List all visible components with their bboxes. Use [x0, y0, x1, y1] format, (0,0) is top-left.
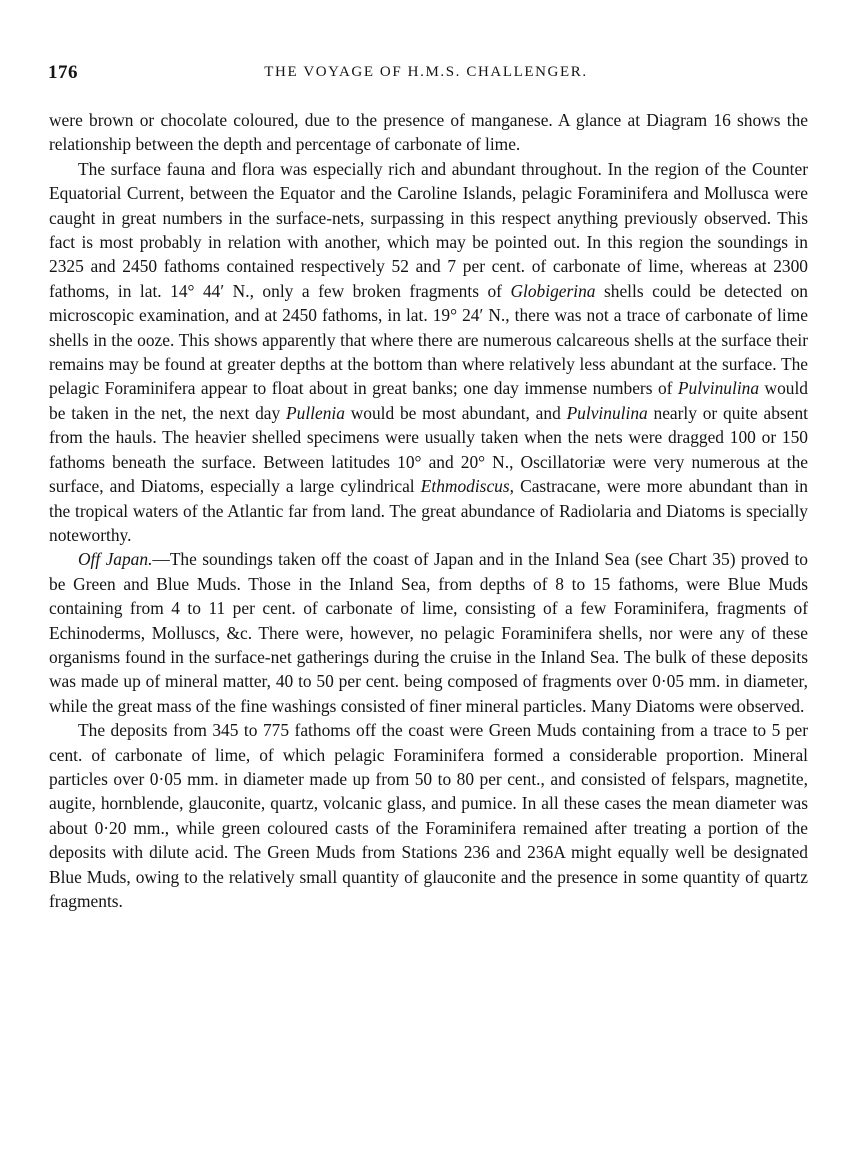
- page-header: [48, 62, 804, 86]
- running-head: THE VOYAGE OF H.M.S. CHALLENGER.: [264, 64, 588, 80]
- genus-name: Pullenia: [286, 402, 345, 423]
- paragraph-off-japan: [49, 547, 808, 718]
- paragraph-surface-fauna: [49, 157, 808, 548]
- section-heading-off-japan: Off Japan.: [78, 549, 153, 570]
- paragraph-green-muds: The deposits from 345 to 775 fathoms off the coast were Green Muds containing from a trace to 5 per cent. of carbonate of lime, of which pelagic Foraminifera formed a considerable proportion. Mineral particles over 0·05 mm. in diameter made up from 50 to 80 per cent., and consisted of felspars, magnetite, augite, hornblende, glauconite, quartz, volcanic glass, and pumice. In all these cases the mean diameter was about 0·20 mm., while green coloured casts of the Foraminifera remained after treating a portion of the deposits with dilute acid. The Green Muds from Stations 236 and 236A might equally well be designated Blue Muds, owing to the relatively small quantity of glauconite and the presence in some quantity of quartz fragments.: [49, 720, 808, 911]
- genus-name: Pulvinulina: [677, 378, 760, 399]
- genus-name: Ethmodiscus: [420, 476, 510, 497]
- genus-name: Pulvinulina: [566, 402, 648, 423]
- text-run: —The soundings taken off the coast of Japan and in the Inland Sea (see Chart 35) proved to be Green and Blue Muds. Those in the Inland Sea, from depths of 8 to 15 fathoms, were Blue Muds containing from 4 to 11 per cent. of carbonate of lime, consisting of a few Foraminifera, fragments of Echinoderms, Molluscs, &c. There were, however, no pelagic Foraminifera shells, nor were any of these organisms found in the surface-net gatherings during the cruise in the Inland Sea. The bulk of these deposits was made up of mineral matter, 40 to 50 per cent. being composed of fragments over 0·05 mm. in diameter, while the great mass of the fine washings consisted of finer mineral particles. Many Diatoms were observed.: [49, 549, 808, 716]
- page-number: 176: [48, 62, 78, 83]
- paragraph-continued: were brown or chocolate coloured, due to the presence of manganese. A glance at Diagram 16 shows the relationship between the depth and percentage of carbonate of lime.: [49, 110, 808, 155]
- text-run: shells could be detected on microscopic examination, and at 2450 fathoms, in lat. 19° 24′ N., there was not a trace of carbonate of lime shells in the ooze. This shows apparently that where there are numerous calcareous shells at the surface their remains may be found at greater depths at the bottom than where relatively less abundant at the surface. The pelagic Foraminifera appear to float about in great banks; one day immense numbers of: [49, 280, 808, 399]
- text-run: , Castracane, were more abundant than in the tropical waters of the Atlantic far from land. The great abundance of Radiolaria and Diatoms is specially noteworthy.: [49, 476, 809, 545]
- text-run: The surface fauna and flora was especially rich and abundant throughout. In the region of the Counter Equatorial Current, between the Equator and the Caroline Islands, pelagic Foraminifera and Mollusca were caught in great numbers in the surface-nets, surpassing in this respect anything previously observed. This fact is most probably in relation with another, which may be pointed out. In this region the soundings in 2325 and 2450 fathoms contained respectively 52 and 7 per cent. of carbonate of lime, whereas at 2300 fathoms, in lat. 14° 44′ N., only a few broken fragments of: [49, 158, 808, 301]
- text-run: nearly or quite absent from the hauls. The heavier shelled specimens were usually taken when the nets were dragged 100 or 150 fathoms beneath the surface. Between latitudes 10° and 20° N., Oscillatoriæ were very numerous at the surface, and Diatoms, especially a large cylindrical: [49, 402, 808, 497]
- body-text: [49, 108, 808, 913]
- text-run: would be most abundant, and: [344, 402, 567, 423]
- genus-name: Globigerina: [510, 280, 596, 301]
- text-run: would be taken in the net, the next day: [49, 378, 808, 423]
